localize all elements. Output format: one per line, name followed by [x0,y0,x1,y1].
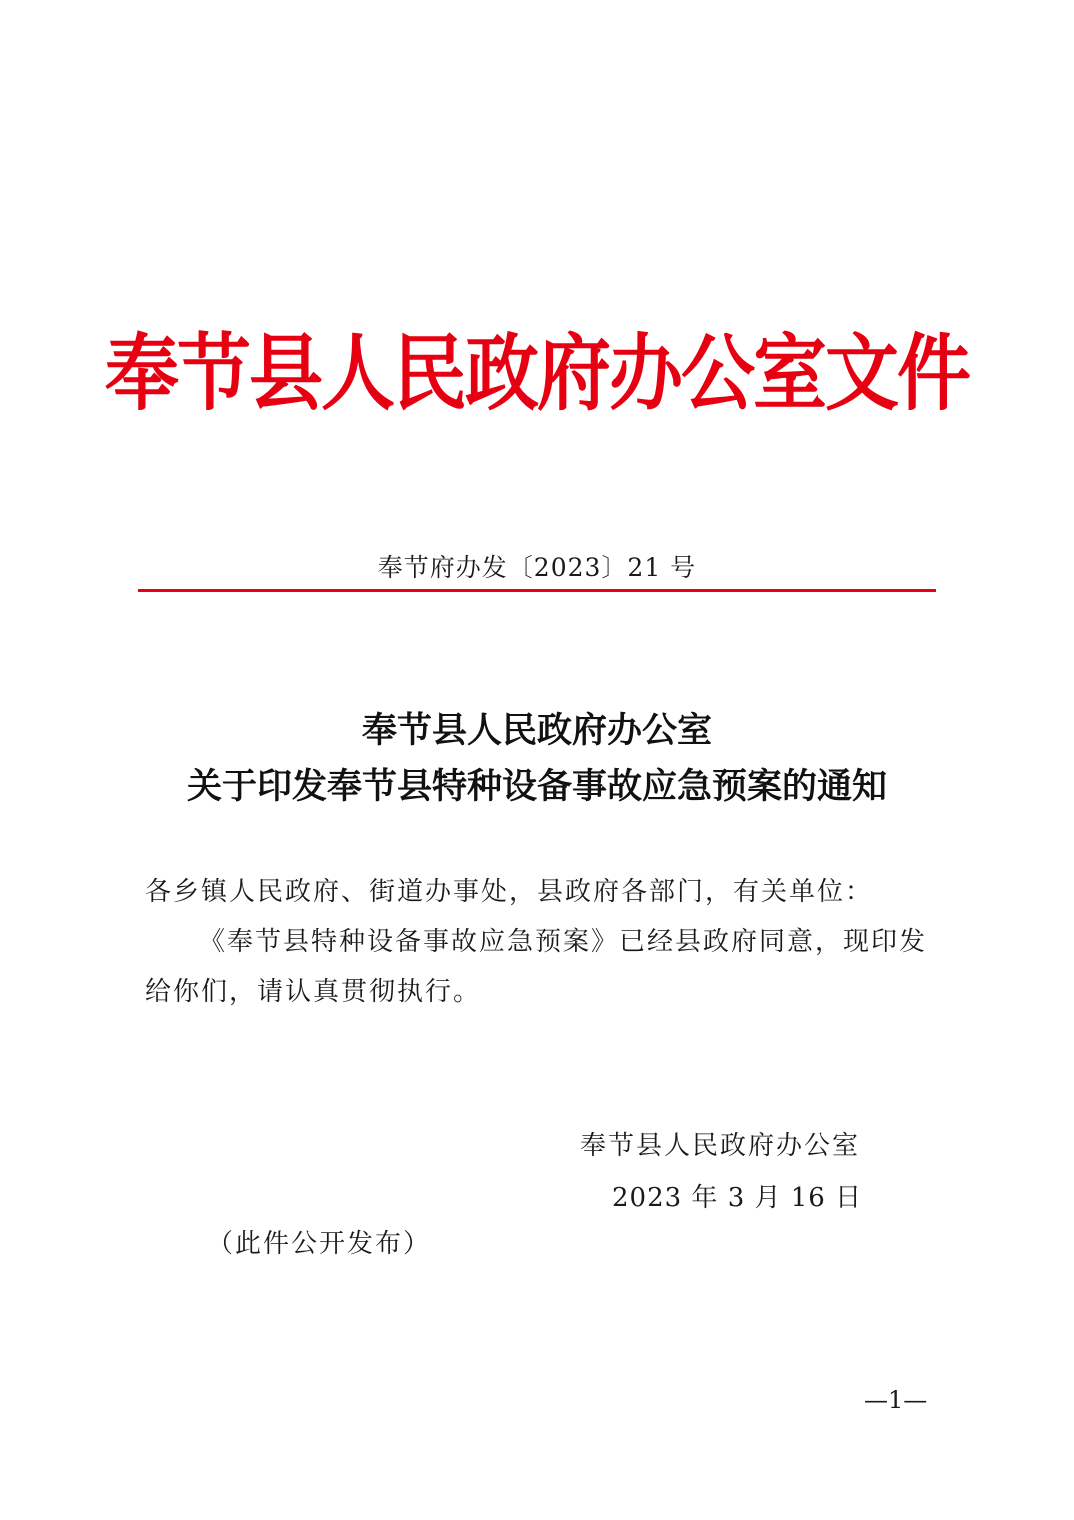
issue-date: 2023 年 3 月 16 日 [612,1183,863,1213]
notice-title-line-1: 奉节县人民政府办公室 [361,711,712,751]
notice-title-line-2: 关于印发奉节县特种设备事故应急预案的通知 [186,767,887,807]
body-paragraph-line-2: 给你们，请认真贯彻执行。 [145,977,482,1007]
header-divider [138,589,936,592]
body-paragraph-line-1: 《奉节县特种设备事故应急预案》已经县政府同意，现印发 [199,927,928,957]
addressee: 各乡镇人民政府、街道办事处，县政府各部门，有关单位： [145,877,874,907]
document-header-title: 奉节县人民政府办公室文件 [105,325,969,423]
document-number: 奉节府办发〔2023〕21 号 [377,553,697,582]
issuer-signature: 奉节县人民政府办公室 [580,1131,861,1161]
publication-note: （此件公开发布） [207,1229,432,1259]
page-number: —1— [864,1386,928,1414]
